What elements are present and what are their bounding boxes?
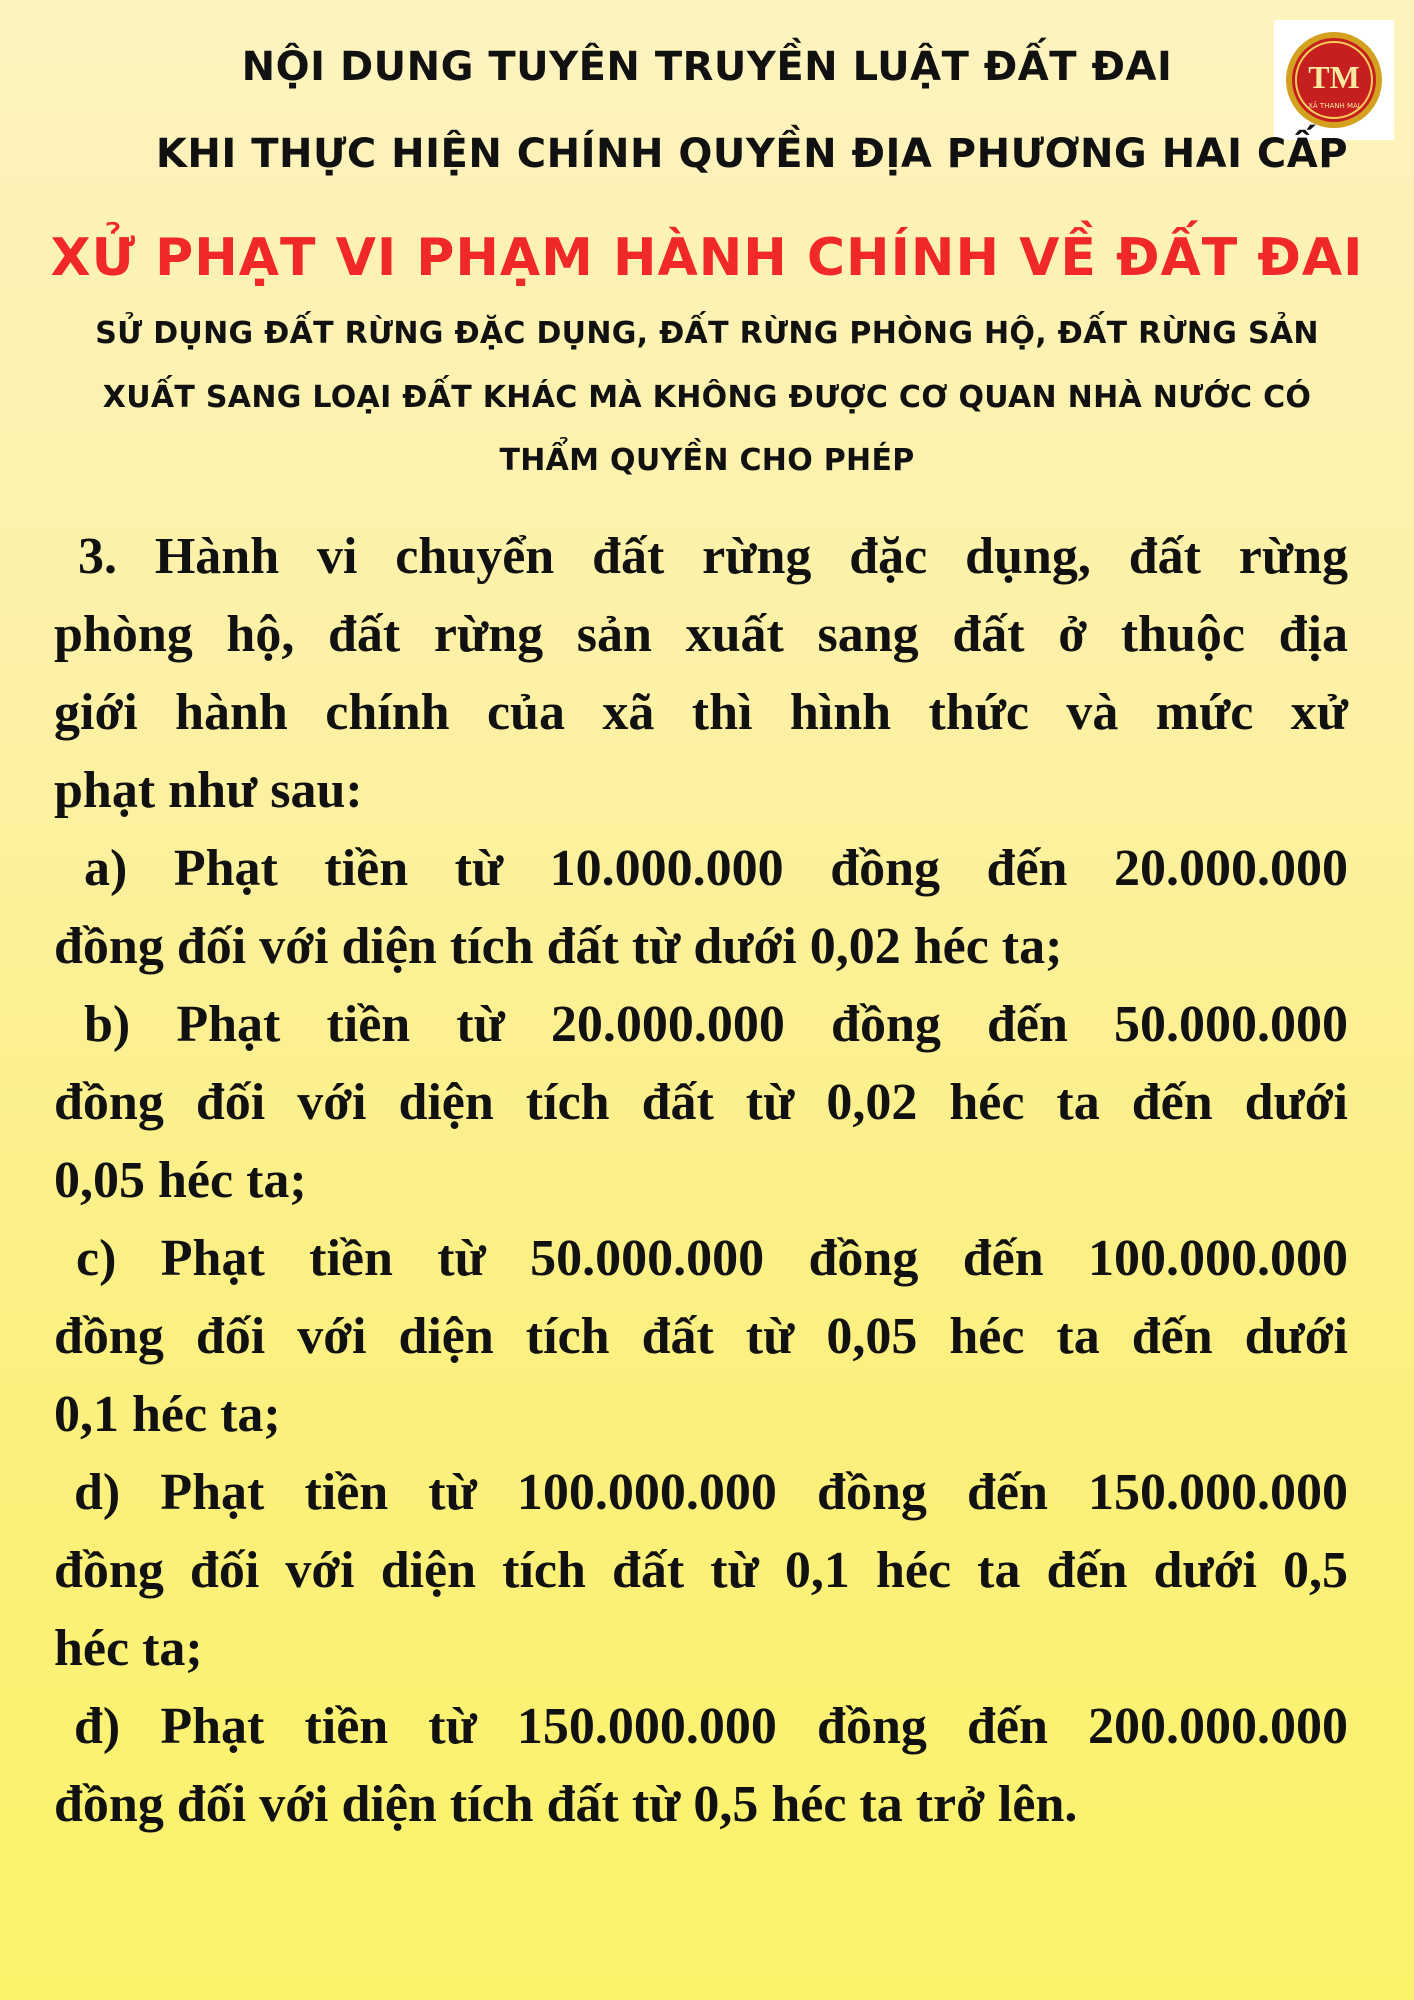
body-line: đ) Phạt tiền từ 150.000.000 đồng đến 200.000.000 — [74, 1698, 1348, 1755]
body-line: đồng đối với diện tích đất từ 0,05 héc ta đến dưới — [54, 1308, 1348, 1365]
title-line-1: NỘI DUNG TUYÊN TRUYỀN LUẬT ĐẤT ĐAI — [241, 44, 1173, 90]
subtitle-line-3: THẨM QUYỀN CHO PHÉP — [499, 443, 915, 478]
logo-initials: TM — [1308, 59, 1360, 95]
body-line: a) Phạt tiền từ 10.000.000 đồng đến 20.000.000 — [84, 840, 1348, 897]
body-line: héc ta; — [54, 1620, 203, 1677]
body-line: 3. Hành vi chuyển đất rừng đặc dụng, đất rừng — [78, 528, 1348, 585]
body-line: đồng đối với diện tích đất từ 0,02 héc ta đến dưới — [54, 1074, 1348, 1131]
body-line: 0,05 héc ta; — [54, 1152, 307, 1209]
body-line: đồng đối với diện tích đất từ 0,1 héc ta đến dưới 0,5 — [54, 1542, 1348, 1599]
body-line: b) Phạt tiền từ 20.000.000 đồng đến 50.000.000 — [84, 996, 1348, 1053]
body-line: phòng hộ, đất rừng sản xuất sang đất ở thuộc địa — [54, 606, 1348, 663]
body-line: đồng đối với diện tích đất từ 0,5 héc ta trở lên. — [54, 1776, 1078, 1833]
body-text — [54, 518, 1348, 1844]
body-line: c) Phạt tiền từ 50.000.000 đồng đến 100.000.000 — [76, 1230, 1348, 1287]
headline: XỬ PHẠT VI PHẠM HÀNH CHÍNH VỀ ĐẤT ĐAI — [50, 228, 1364, 288]
subtitle-line-1: SỬ DỤNG ĐẤT RỪNG ĐẶC DỤNG, ĐẤT RỪNG PHÒNG HỘ, ĐẤT RỪNG SẢN — [95, 316, 1319, 351]
logo-caption: XÃ THANH MAI — [1308, 102, 1360, 110]
body-line: giới hành chính của xã thì hình thức và mức xử — [54, 684, 1348, 741]
body-line: đồng đối với diện tích đất từ dưới 0,02 héc ta; — [54, 918, 1063, 975]
title-line-2: KHI THỰC HIỆN CHÍNH QUYỀN ĐỊA PHƯƠNG HAI CẤP — [155, 131, 1349, 177]
body-line: d) Phạt tiền từ 100.000.000 đồng đến 150.000.000 — [74, 1464, 1348, 1521]
subtitle-line-2: XUẤT SANG LOẠI ĐẤT KHÁC MÀ KHÔNG ĐƯỢC CƠ QUAN NHÀ NƯỚC CÓ — [102, 380, 1312, 415]
body-line: phạt như sau: — [54, 762, 363, 819]
body-line: 0,1 héc ta; — [54, 1386, 281, 1443]
